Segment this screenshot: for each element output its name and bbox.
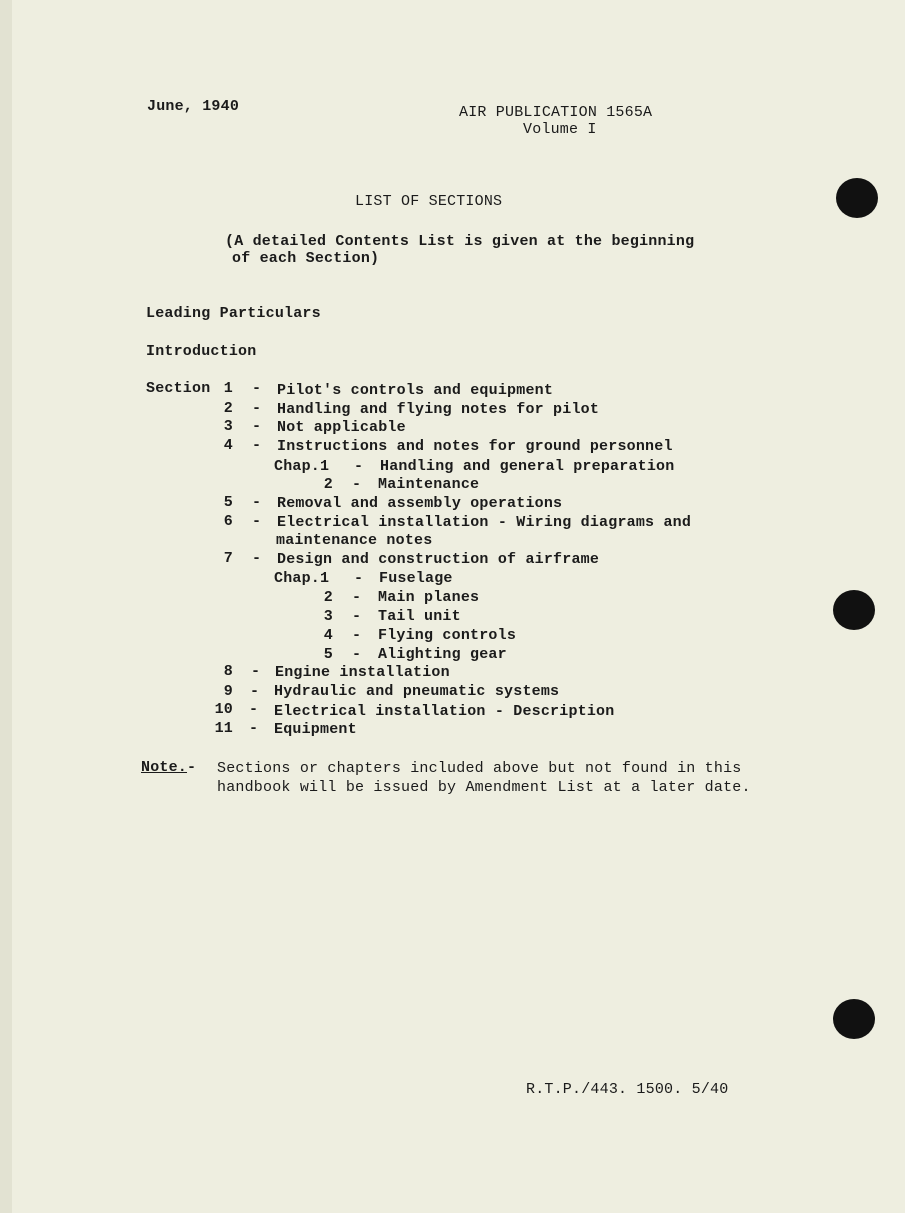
chapter-title: Fuselage (379, 570, 453, 587)
leading-particulars: Leading Particulars (146, 305, 321, 322)
section-title: Electrical installation - Description (274, 703, 615, 720)
chapter-dash: - (354, 458, 364, 475)
date: June, 1940 (147, 98, 240, 115)
chapter-number: 3 (323, 608, 333, 625)
chapter-dash: - (352, 589, 362, 606)
note-line-2: handbook will be issued by Amendment List at a later date. (217, 779, 751, 796)
chapter-number: 5 (323, 646, 333, 663)
section-title-continued: maintenance notes (276, 532, 433, 549)
subtitle-line-2: of each Section) (232, 250, 380, 267)
section-dash: - (251, 663, 261, 680)
section-dash: - (252, 437, 262, 454)
section-number: 3 (223, 418, 233, 435)
section-number: 1 (223, 380, 233, 397)
section-dash: - (250, 683, 260, 700)
section-number: 9 (223, 683, 233, 700)
chapter-label (274, 457, 329, 476)
section-number: 10 (214, 701, 233, 718)
chapter-title: Alighting gear (378, 646, 507, 663)
punch-hole-bottom (833, 999, 875, 1039)
chapter-label (274, 569, 329, 588)
section-number: 8 (223, 663, 233, 680)
section-dash: - (249, 720, 259, 737)
page-edge (0, 0, 12, 1213)
punch-hole-middle (833, 590, 875, 630)
chapter-dash: - (352, 476, 362, 493)
section-title: Removal and assembly operations (277, 495, 563, 512)
chapter-number: 1 (320, 458, 330, 475)
chapter-dash: - (352, 627, 362, 644)
chapter-word: Chap. (274, 570, 321, 587)
section-dash: - (252, 418, 262, 435)
chapter-number: 2 (323, 589, 333, 606)
punch-hole-top (836, 178, 878, 218)
section-title: Hydraulic and pneumatic systems (274, 683, 560, 700)
chapter-number: 4 (323, 627, 333, 644)
chapter-title: Main planes (378, 589, 480, 606)
chapter-dash: - (354, 570, 364, 587)
note-line-1: Sections or chapters included above but not found in this (217, 760, 742, 777)
section-title: Electrical installation - Wiring diagrams and (277, 514, 692, 531)
section-dash: - (252, 550, 262, 567)
section-title: Design and construction of airframe (277, 551, 600, 568)
section-dash: - (252, 494, 262, 511)
section-title: Equipment (274, 721, 357, 738)
chapter-number: 1 (320, 570, 330, 587)
chapter-dash: - (352, 608, 362, 625)
section-number: 2 (223, 400, 233, 417)
page-title: LIST OF SECTIONS (355, 193, 503, 210)
chapter-number: 2 (323, 476, 333, 493)
introduction: Introduction (146, 343, 257, 360)
section-number: 11 (214, 720, 233, 737)
chapter-title: Tail unit (378, 608, 461, 625)
chapter-title: Flying controls (378, 627, 517, 644)
section-dash: - (252, 400, 262, 417)
publication-number: AIR PUBLICATION 1565A (459, 104, 653, 121)
volume: Volume I (523, 121, 597, 138)
section-title: Engine installation (275, 664, 450, 681)
note-label-text: Note. (141, 759, 188, 776)
note-label (141, 758, 196, 777)
section-dash: - (252, 380, 262, 397)
section-number: 6 (223, 513, 233, 530)
note-label-dash: - (187, 759, 197, 776)
section-number: 4 (223, 437, 233, 454)
section-title: Not applicable (277, 419, 406, 436)
section-title: Pilot's controls and equipment (277, 382, 554, 399)
section-title: Instructions and notes for ground personnel (277, 438, 673, 455)
chapter-dash: - (352, 646, 362, 663)
chapter-title: Handling and general preparation (380, 458, 675, 475)
subtitle-line-1: (A detailed Contents List is given at the beginning (225, 233, 695, 250)
print-reference: R.T.P./443. 1500. 5/40 (526, 1081, 729, 1098)
section-label: Section (146, 380, 211, 397)
chapter-title: Maintenance (378, 476, 480, 493)
section-number: 5 (223, 494, 233, 511)
chapter-word: Chap. (274, 458, 321, 475)
section-dash: - (249, 701, 259, 718)
section-number: 7 (223, 550, 233, 567)
section-dash: - (252, 513, 262, 530)
section-title: Handling and flying notes for pilot (277, 401, 600, 418)
